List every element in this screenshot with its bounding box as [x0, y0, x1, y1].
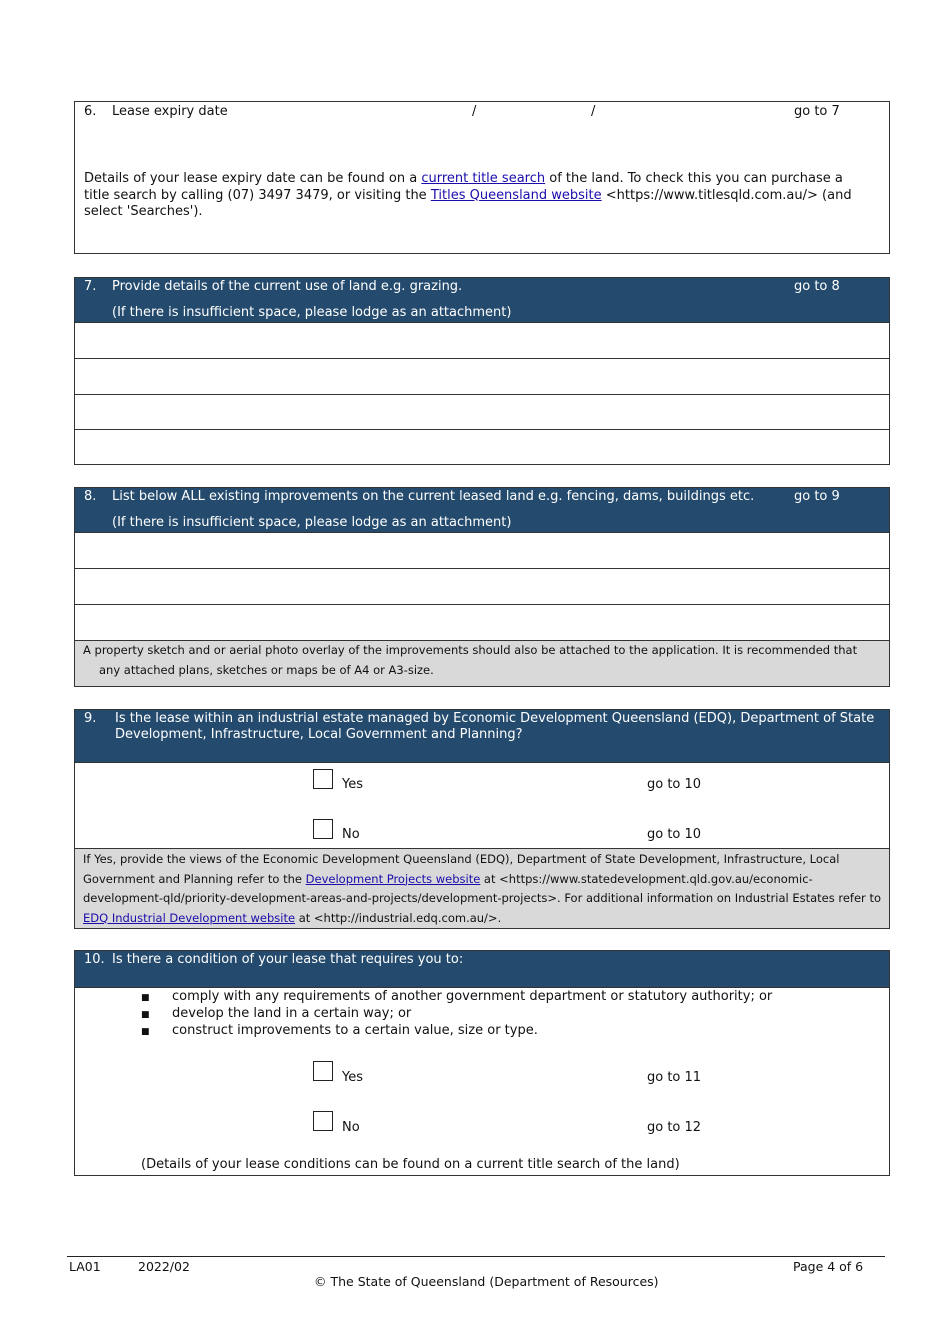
q7-input-line-2[interactable]: [75, 358, 889, 394]
q10-bullet-2: develop the land in a certain way; or: [172, 1006, 412, 1021]
q10-body: [75, 987, 889, 1176]
q10-label: Is there a condition of your lease that requires you to:: [112, 952, 464, 967]
q6-number: 6.: [84, 104, 97, 119]
q10-section: [74, 950, 890, 1176]
q8-note: A property sketch and or aerial photo overlay of the improvements should also be attached to the application. It is recommended that any attached plans, sketches or maps be of A4 or A3-size.: [75, 640, 889, 686]
q7-sub: (If there is insufficient space, please lodge as an attachment): [112, 305, 512, 320]
q8-number: 8.: [84, 489, 97, 504]
development-projects-link[interactable]: Development Projects website: [305, 871, 481, 886]
q7-input-line-3[interactable]: [75, 394, 889, 430]
footer-version: 2022/02: [138, 1259, 190, 1274]
q8-section: [74, 487, 890, 687]
current-title-search-link[interactable]: current title search: [421, 171, 546, 186]
q10-yes-label: Yes: [342, 1070, 363, 1085]
q9-section: [74, 709, 890, 929]
titles-queensland-link[interactable]: Titles Queensland website: [430, 187, 602, 203]
q7-header: [75, 278, 889, 322]
edq-industrial-link[interactable]: EDQ Industrial Development website: [83, 910, 296, 925]
q6-details: Details of your lease expiry date can be found on a current title search of the land. To check this you can purchase a title search by calling (07) 3497 3479, or visiting the Titles Queensland website <https://www.titlesqld.com.au/> (and select 'Searches').: [84, 171, 852, 219]
q10-no-goto: go to 12: [647, 1120, 702, 1135]
q10-no-label: No: [342, 1120, 360, 1135]
q9-no-goto: go to 10: [647, 827, 702, 842]
q10-header: [75, 951, 889, 987]
q9-yes-checkbox[interactable]: [313, 769, 333, 789]
date-separator-1: /: [472, 104, 477, 119]
bullet-icon: ■: [141, 1010, 150, 1020]
q8-input-line-2[interactable]: [75, 568, 889, 604]
q8-sub: (If there is insufficient space, please lodge as an attachment): [112, 515, 512, 530]
q10-no-checkbox[interactable]: [313, 1111, 333, 1131]
q9-options: [75, 762, 889, 849]
q8-header: [75, 488, 889, 532]
q9-no-label: No: [342, 827, 360, 842]
q10-yes-goto: go to 11: [647, 1070, 702, 1085]
q8-input-line-1[interactable]: [75, 532, 889, 568]
q6-goto: go to 7: [794, 104, 840, 119]
q6-section: [74, 101, 890, 254]
q9-label: Is the lease within an industrial estate managed by Economic Development Queensland (EDQ), Department of State Development, Infrastructure, Local Government and Planning?: [115, 711, 875, 742]
q9-number: 9.: [84, 711, 97, 726]
q7-section: [74, 277, 890, 465]
footer-form-code: LA01: [69, 1259, 101, 1274]
q9-no-checkbox[interactable]: [313, 819, 333, 839]
q9-note: If Yes, provide the views of the Economic Development Queensland (EDQ), Department of State Development, Infrastructure, Local Government and Planning refer to the Development Projects website at <https://www.statedevelopment.qld.gov.au/economic-development-qld/priority-development-areas-and-projects/development-projects>. For additional information on Industrial Estates refer to EDQ Industrial Development website at <http://industrial.edq.com.au/>.: [75, 848, 889, 928]
footer-page-number: Page 4 of 6: [793, 1259, 864, 1274]
footer-divider: [67, 1256, 885, 1257]
q6-label: Lease expiry date: [112, 104, 228, 119]
q8-label: List below ALL existing improvements on the current leased land e.g. fencing, dams, buildings etc.: [112, 489, 755, 504]
q10-number: 10.: [84, 952, 105, 967]
q10-yes-checkbox[interactable]: [313, 1061, 333, 1081]
q7-label: Provide details of the current use of land e.g. grazing.: [112, 279, 463, 294]
date-separator-2: /: [591, 104, 596, 119]
q9-yes-goto: go to 10: [647, 777, 702, 792]
bullet-icon: ■: [141, 993, 150, 1003]
q7-input-line-4[interactable]: [75, 429, 889, 465]
q10-bullet-1: comply with any requirements of another government department or statutory authority; or: [172, 989, 773, 1004]
bullet-icon: ■: [141, 1027, 150, 1037]
q9-header: [75, 710, 889, 762]
q7-goto: go to 8: [794, 279, 840, 294]
q7-number: 7.: [84, 279, 97, 294]
q8-input-line-3[interactable]: [75, 604, 889, 640]
footer-copyright: © The State of Queensland (Department of Resources): [314, 1274, 659, 1289]
q10-bullet-3: construct improvements to a certain value, size or type.: [172, 1023, 538, 1038]
q9-yes-label: Yes: [342, 777, 363, 792]
q7-input-line-1[interactable]: [75, 322, 889, 358]
q8-goto: go to 9: [794, 489, 840, 504]
q10-footnote: (Details of your lease conditions can be found on a current title search of the land): [141, 1157, 680, 1172]
